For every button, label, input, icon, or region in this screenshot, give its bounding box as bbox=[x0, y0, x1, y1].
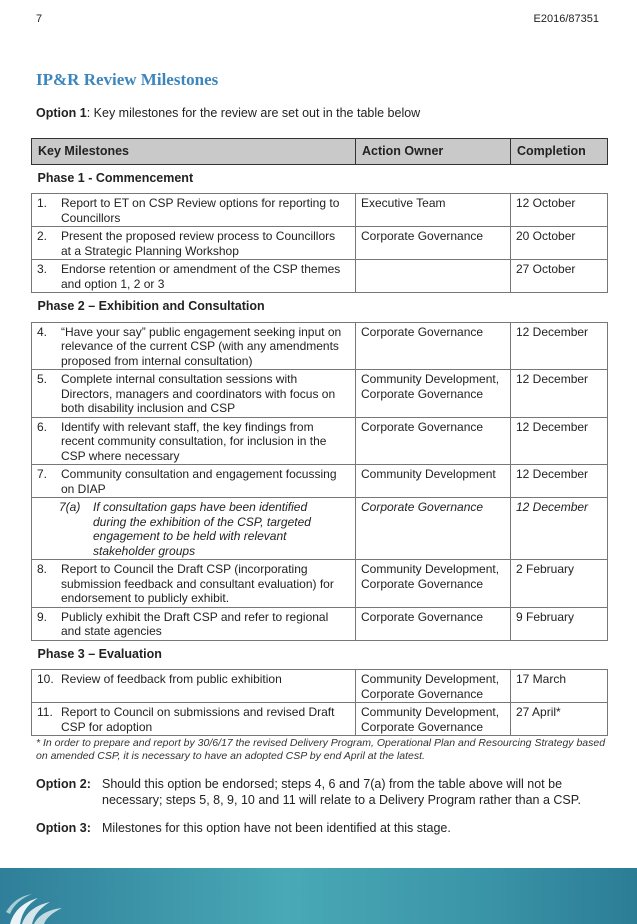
completion-cell: 12 December bbox=[511, 417, 608, 465]
phase-title: Phase 2 – Exhibition and Consultation bbox=[32, 293, 608, 323]
action-owner-cell: Corporate Governance bbox=[356, 417, 511, 465]
completion-cell: 12 December bbox=[511, 465, 608, 498]
milestone-number: 5. bbox=[37, 372, 48, 386]
action-owner-cell bbox=[356, 260, 511, 293]
phase-row bbox=[32, 640, 608, 670]
action-owner-cell: Corporate Governance bbox=[356, 607, 511, 640]
header-completion: Completion bbox=[511, 139, 608, 165]
milestone-cell bbox=[32, 417, 356, 465]
intro-paragraph bbox=[36, 106, 420, 120]
milestone-number: 4. bbox=[37, 324, 48, 339]
option-2 bbox=[36, 776, 602, 808]
table-body bbox=[32, 164, 608, 736]
page-number: 7 bbox=[36, 13, 43, 25]
table-row bbox=[32, 498, 608, 560]
table-row bbox=[32, 227, 608, 260]
completion-cell: 20 October bbox=[511, 227, 608, 260]
milestone-text: Community consultation and engagement focussing on DIAP bbox=[61, 467, 337, 496]
table-row bbox=[32, 560, 608, 608]
action-owner-cell: Corporate Governance bbox=[356, 322, 511, 370]
milestone-text: Review of feedback from public exhibition bbox=[61, 672, 282, 686]
table-row bbox=[32, 607, 608, 640]
option-3-text: Milestones for this option have not been identified at this stage. bbox=[102, 821, 451, 835]
milestone-cell bbox=[32, 465, 356, 498]
milestone-text: Present the proposed review process to Councillors at a Strategic Planning Workshop bbox=[61, 229, 336, 258]
action-owner-cell: Corporate Governance bbox=[356, 227, 511, 260]
milestone-text: Report to Council the Draft CSP (incorporating submission feedback and consultant evaluation) for endorsement to publicly exhibit. bbox=[61, 562, 334, 605]
council-wave-logo-icon bbox=[4, 872, 68, 924]
table-row bbox=[32, 322, 608, 370]
phase-title: Phase 1 - Commencement bbox=[32, 164, 608, 194]
completion-cell: 2 February bbox=[511, 560, 608, 608]
table-row bbox=[32, 465, 608, 498]
action-owner-cell: Community Development, Corporate Governance bbox=[356, 670, 511, 703]
table-row bbox=[32, 703, 608, 736]
milestone-number: 6. bbox=[37, 419, 48, 434]
table-row bbox=[32, 194, 608, 227]
milestone-number: 10. bbox=[37, 672, 54, 686]
header-key-milestones: Key Milestones bbox=[32, 139, 356, 165]
milestone-number: 7(a) bbox=[59, 500, 81, 514]
action-owner-cell: Community Development, Corporate Governance bbox=[356, 370, 511, 418]
table-row bbox=[32, 260, 608, 293]
phase-row bbox=[32, 293, 608, 323]
footnote: * In order to prepare and report by 30/6/17 the revised Delivery Program, Operational Plan and Resourcing Strategy based on amended CSP, it is necessary to have an adopted CSP by end April at the latest. bbox=[36, 737, 606, 762]
milestone-cell bbox=[32, 670, 356, 703]
milestone-text: Report to Council on submissions and revised Draft CSP for adoption bbox=[61, 705, 335, 734]
milestone-number: 7. bbox=[37, 467, 48, 481]
milestone-text: Publicly exhibit the Draft CSP and refer to regional and state agencies bbox=[61, 609, 329, 638]
milestone-text: Endorse retention or amendment of the CSP themes and option 1, 2 or 3 bbox=[61, 262, 341, 291]
milestone-number: 11. bbox=[37, 705, 53, 719]
milestone-number: 1. bbox=[37, 196, 48, 210]
option-3 bbox=[36, 820, 602, 836]
completion-cell: 12 December bbox=[511, 498, 608, 560]
milestone-number: 8. bbox=[37, 562, 48, 576]
completion-cell: 12 December bbox=[511, 322, 608, 370]
option-2-text: Should this option be endorsed; steps 4, 6 and 7(a) from the table above will not be necessary; steps 5, 8, 9, 10 and 11 will relate to a Delivery Program rather than a CSP. bbox=[102, 777, 581, 807]
milestone-number: 3. bbox=[37, 262, 48, 276]
completion-cell: 12 December bbox=[511, 370, 608, 418]
milestone-cell bbox=[32, 703, 356, 736]
milestone-number: 2. bbox=[37, 229, 48, 243]
milestone-cell bbox=[32, 370, 356, 418]
milestone-cell bbox=[32, 260, 356, 293]
phase-title: Phase 3 – Evaluation bbox=[32, 640, 608, 670]
milestone-cell bbox=[32, 322, 356, 370]
action-owner-cell: Community Development, Corporate Governance bbox=[356, 703, 511, 736]
milestone-cell bbox=[32, 194, 356, 227]
action-owner-cell: Community Development, Corporate Governance bbox=[356, 560, 511, 608]
table-header-row bbox=[32, 139, 608, 165]
action-owner-cell: Corporate Governance bbox=[356, 498, 511, 560]
option-2-label: Option 2: bbox=[36, 777, 91, 791]
table-row bbox=[32, 370, 608, 418]
completion-cell: 9 February bbox=[511, 607, 608, 640]
action-owner-cell: Executive Team bbox=[356, 194, 511, 227]
milestone-number: 9. bbox=[37, 609, 48, 624]
milestone-text: Identify with relevant staff, the key findings from recent community consultation, for inclusion in the CSP where necessary bbox=[61, 419, 327, 463]
milestone-cell bbox=[32, 498, 356, 560]
header-action-owner: Action Owner bbox=[356, 139, 511, 165]
table-row bbox=[32, 417, 608, 465]
completion-cell: 12 October bbox=[511, 194, 608, 227]
milestone-text: Complete internal consultation sessions with Directors, managers and coordinators with focus on both disability inclusion and CSP bbox=[61, 372, 336, 415]
action-owner-cell: Community Development bbox=[356, 465, 511, 498]
milestone-cell bbox=[32, 560, 356, 608]
document-reference: E2016/87351 bbox=[533, 13, 599, 25]
milestone-cell bbox=[32, 607, 356, 640]
page-title: IP&R Review Milestones bbox=[36, 70, 219, 89]
milestones-table bbox=[31, 138, 608, 736]
milestone-cell bbox=[32, 227, 356, 260]
phase-row bbox=[32, 164, 608, 194]
option-3-label: Option 3: bbox=[36, 821, 91, 835]
milestone-text: Report to ET on CSP Review options for reporting to Councillors bbox=[61, 196, 340, 225]
intro-label: Option 1 bbox=[36, 106, 87, 120]
milestone-text: If consultation gaps have been identified during the exhibition of the CSP, targeted engagement to be held with relevant stakeholder groups bbox=[93, 500, 311, 558]
completion-cell: 27 April* bbox=[511, 703, 608, 736]
intro-text: : Key milestones for the review are set out in the table below bbox=[86, 106, 421, 120]
footer-band bbox=[0, 868, 637, 924]
completion-cell: 17 March bbox=[511, 670, 608, 703]
completion-cell: 27 October bbox=[511, 260, 608, 293]
table-row bbox=[32, 670, 608, 703]
milestone-text: “Have your say” public engagement seeking input on relevance of the current CSP (with any amendments proposed from internal consultation) bbox=[61, 324, 342, 368]
